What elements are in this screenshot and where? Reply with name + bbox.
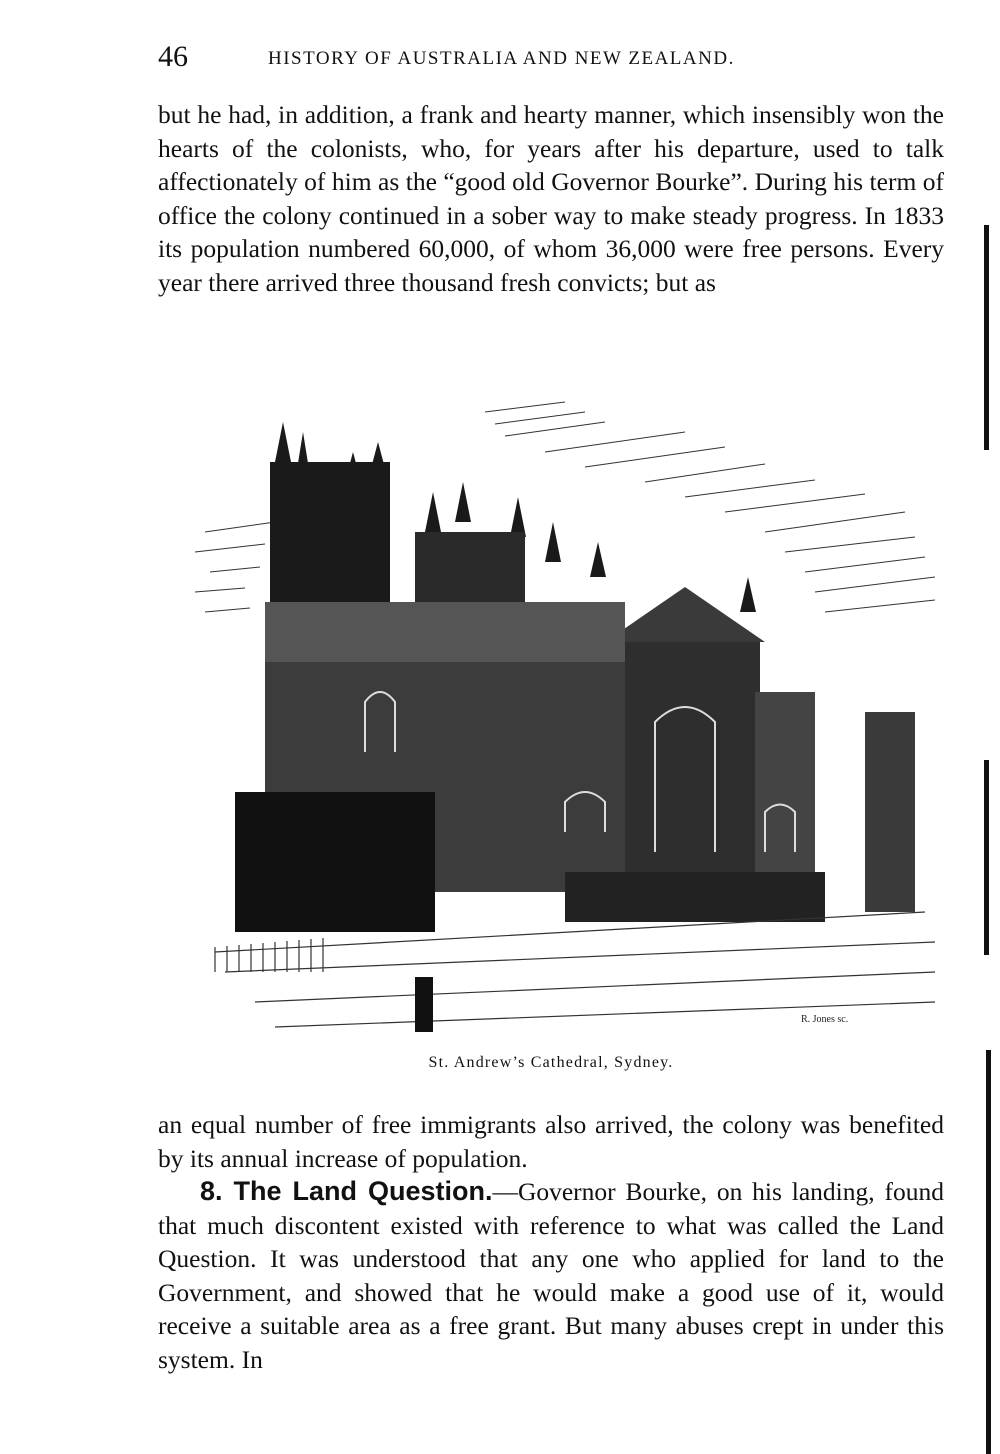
scan-edge-mark-middle — [984, 760, 989, 955]
page-number: 46 — [158, 40, 188, 73]
section-paragraph — [158, 1175, 944, 1376]
text-block-bottom — [158, 1108, 944, 1376]
engraver-signature: R. Jones sc. — [801, 1014, 849, 1025]
paragraph-continuation: an equal number of free immigrants also arrived, the colony was benefited by its annual increase of population. — [158, 1110, 944, 1173]
cathedral-silhouette — [235, 422, 915, 932]
running-head: HISTORY OF AUSTRALIA AND NEW ZEALAND. — [268, 48, 735, 69]
street-post — [415, 977, 433, 1032]
paragraph-continued: but he had, in addition, a frank and hearty manner, which insensibly won the hearts of the colonists, who, for years after his departure, used to talk affectionately of him as the “good old Governor Bourke”. During his term of office the colony continued in a sober way to make steady progress. In 1833 its population numbered 60,000, of whom 36,000 were free persons. Every year there arrived three thousand fresh convicts; but as — [158, 100, 944, 297]
text-block-top — [158, 98, 944, 299]
cathedral-illustration — [165, 372, 945, 1034]
figure-caption: St. Andrew’s Cathedral, Sydney. — [428, 1054, 674, 1071]
section-body: —Governor Bourke, on his landing, found that much discontent existed with reference to what was called the Land Question. It was understood that any one who applied for land to the Government, and showed that he would make a good use of it, would receive a suitable area as a free grant. But many abuses crept in under this system. In — [158, 1177, 944, 1374]
section-heading: 8. The Land Question. — [200, 1176, 493, 1206]
cathedral-engraving-image — [165, 372, 945, 1034]
page-header — [158, 40, 944, 80]
scan-edge-mark-top — [984, 225, 989, 450]
scan-edge-mark-bottom — [986, 1050, 991, 1454]
